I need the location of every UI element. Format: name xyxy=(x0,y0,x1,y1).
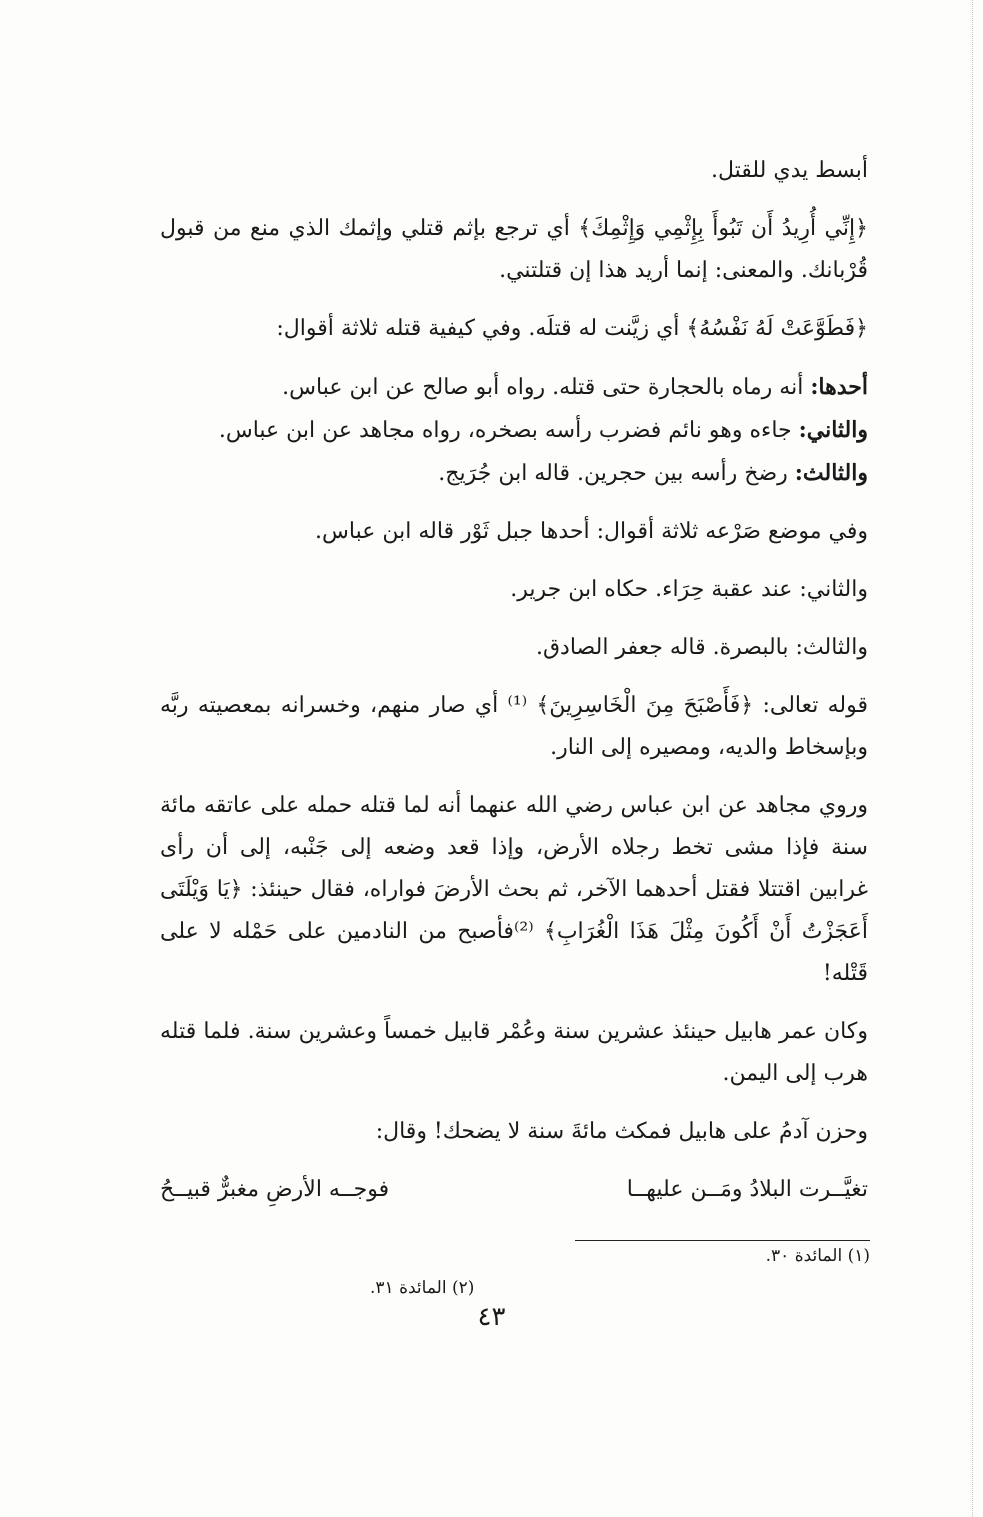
opinion-1 xyxy=(160,366,868,409)
footnote-2: (٢) المائدة ٣١. xyxy=(370,1278,475,1298)
page-number: ٤٣ xyxy=(477,1302,506,1332)
paragraph-2: ﴿إِنِّي أُرِيدُ أَن تَبُوأَ بِإِثْمِي وَإِثْمِكَ﴾ أي ترجع بإثم قتلي وإثمك الذي منع من قبول قُرْبانك. والمعنى: إنما أريد هذا إن قتلتني. xyxy=(160,216,868,283)
paragraph-5: وفي موضع صَرْعه ثلاثة أقوال: أحدها جبل ثَوْر قاله ابن عباس. xyxy=(315,519,868,544)
paragraph-10: وكان عمر هابيل حينئذ عشرين سنة وعُمْر قابيل خمساً وعشرين سنة. فلما قتله هرب إلى اليمن. xyxy=(160,1019,868,1086)
verse-second-hemistich: فوجــه الأرضِ مغبرٌّ قبيــحُ xyxy=(160,1177,390,1202)
footnote-1: (١) المائدة ٣٠. xyxy=(765,1246,870,1266)
opinions-list xyxy=(160,366,868,495)
opinion-3-label: والثالث: xyxy=(794,460,868,486)
poetry-verse xyxy=(160,1169,868,1211)
paragraph-11: وحزن آدمُ على هابيل فمكث مائةَ سنة لا يضحك! وقال: xyxy=(375,1119,868,1144)
paragraph-9: وروي مجاهد عن ابن عباس رضي الله عنهما أنه لما قتله حمله على عاتقه مائة سنة فإذا مشى تخط رجلاه الأرض، وإذا قعد وضعه إلى جَنْبه، إلى أن رأى غرابين اقتتلا فقتل أحدهما الآخر، ثم بحث الأرضَ فواراه، فقال حينئذ: ﴿يَا وَيْلَتَى أَعَجَزْتُ أَنْ أَكُونَ مِثْلَ هَذَا الْغُرَابِ﴾ ⁽²⁾فأصبح من النادمين على حَمْله لا على قَتْله! xyxy=(160,793,868,986)
opinion-2-text: جاءه وهو نائم فضرب رأسه بصخره، رواه مجاهد عن ابن عباس. xyxy=(218,418,799,443)
opinion-2-label: والثاني: xyxy=(798,417,868,443)
paragraph-6: والثاني: عند عقبة حِرَاء. حكاه ابن جرير. xyxy=(510,577,868,602)
opinion-1-label: أحدها: xyxy=(810,374,868,400)
paragraph-3: ﴿فَطَوَّعَتْ لَهُ نَفْسُهُ﴾ أي زيَّنت له قتلَه. وفي كيفية قتله ثلاثة أقوال: xyxy=(276,316,868,341)
page-edge-dotted xyxy=(972,0,973,1517)
paragraph-1: أبسط يدي للقتل. xyxy=(710,158,868,183)
paragraph-7: والثالث: بالبصرة. قاله جعفر الصادق. xyxy=(535,635,868,660)
footnotes xyxy=(360,1232,870,1304)
paragraph-8: قوله تعالى: ﴿فَأَصْبَحَ مِنَ الْخَاسِرِينَ﴾ ⁽¹⁾ أي صار منهم، وخسرانه بمعصيته ربَّه وبإسخاط والديه، ومصيره إلى النار. xyxy=(160,693,868,760)
verse-first-hemistich: تغيَّــرت البلادُ ومَــن عليهــا xyxy=(626,1177,868,1202)
opinion-3 xyxy=(160,452,868,495)
opinion-2 xyxy=(160,409,868,452)
page-body xyxy=(160,150,868,1211)
opinion-3-text: رضخ رأسه بين حجرين. قاله ابن جُرَيج. xyxy=(438,461,795,486)
opinion-1-text: أنه رماه بالحجارة حتى قتله. رواه أبو صالح عن ابن عباس. xyxy=(282,375,811,400)
